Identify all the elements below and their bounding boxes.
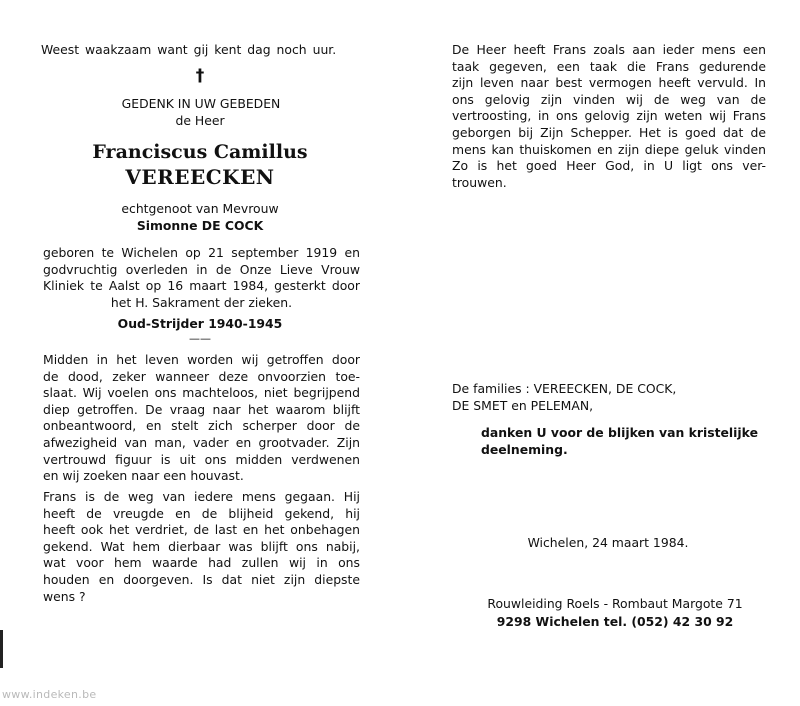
spouse-label: echtgenoot van Mevrouw [121,201,279,216]
text-line: wat voor hem waarde had zullen wij in ons [43,555,360,571]
text-line: trouwen. [452,174,507,190]
text-line: heeft de vreugde en de blijheid gekend, hij [43,505,360,521]
paragraph-faith [452,42,766,191]
thanks-line-1: danken U voor de blijken van kristelijke [481,425,758,440]
bio-line: godvruchtig overleden in de Onze Lieve Vrouw [43,261,360,277]
text-line: wens ? [43,588,86,604]
text-line: taak gegeven, een taak die Frans gedurende [452,58,766,74]
separator: —— [189,332,211,345]
families-line-1: De families : VEREECKEN, DE COCK, [452,381,677,396]
text-line: ons gelovig zijn vinden wij de weg van de [452,91,766,107]
text-line: gekend. Wat hem dierbaar was blijft ons nabij, [43,538,360,554]
text-line: houden en doorgeven. Is dat niet zijn diepste [43,571,360,587]
text-line: diep getroffen. De vraag naar het waarom blijft [43,401,360,417]
text-line: mens kan thuiskomen en zijn diepe geluk vinden [452,141,766,157]
undertaker-line-1: Rouwleiding Roels - Rombaut Margote 71 [487,596,743,611]
text-line: heeft ook het verdriet, de last en het onbehagen [43,522,360,538]
bio-line: het H. Sakrament der zieken. [110,294,293,310]
text-line: geborgen bij Zijn Schepper. Het is goed dat de [452,124,766,140]
text-line: De Heer heeft Frans zoals aan ieder mens een [452,42,766,57]
motto: Weest waakzaam want gij kent dag noch uur. [41,42,337,57]
bio-line: Kliniek te Aalst op 16 maart 1984, gesterkt door [43,278,360,294]
place-date: Wichelen, 24 maart 1984. [527,535,689,550]
text-line: Frans is de weg van iedere mens gegaan. Hij [43,489,360,504]
text-line: afwezigheid van man, vader en grootvader. Zijn [43,434,360,450]
cross-icon: † [195,66,205,86]
veteran-line: Oud-Strijder 1940-1945 [117,316,283,331]
text-line: zijn leven naar best vermogen heeft vervuld. In [452,75,766,91]
undertaker-line-2: 9298 Wichelen tel. (052) 42 30 92 [496,614,734,629]
text-line: en wij zoeken naar een houvast. [43,468,244,484]
families-line-2: DE SMET en PELEMAN, [452,398,594,413]
text-line: de dood, zeker wanneer deze onvoorzien toe- [43,368,360,384]
thanks-line-2: deelneming. [481,442,568,457]
text-line: vertrouwd figuur is uit ons midden verdwenen [43,451,360,467]
paragraph-life [43,352,360,485]
text-line: slaat. Wij voelen ons machteloos, niet begrijpend [43,385,360,401]
deceased-surname: VEREECKEN [125,165,275,189]
bio-block [43,245,360,311]
scan-edge-mark [0,630,3,668]
text-line: vertroosting, in ons gelovig zijn weten wij Frans [452,108,766,124]
watermark: www.indeken.be [2,688,97,701]
bio-line: geboren te Wichelen op 21 september 1919 en [43,245,360,260]
text-line: Midden in het leven worden wij getroffen door [43,352,360,367]
paragraph-path [43,489,360,605]
deceased-first-names: Franciscus Camillus [92,141,308,163]
text-line: onbeantwoord, en stelt zich scherper door de [43,418,360,434]
spouse-name: Simonne DE COCK [136,218,264,233]
text-line: Zo is het goed Heer God, in U ligt ons ver- [452,158,766,174]
gedenk-heading: GEDENK IN UW GEBEDEN [121,96,281,111]
title-heer: de Heer [175,113,225,128]
